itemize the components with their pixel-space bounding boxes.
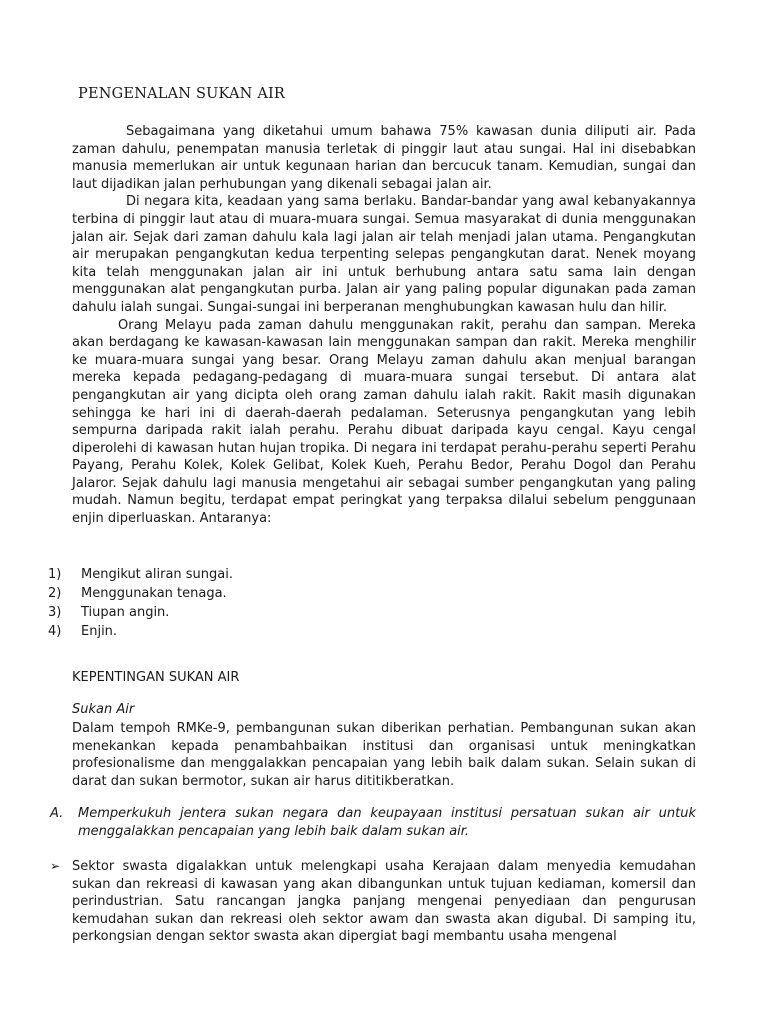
section1-body bbox=[72, 123, 696, 528]
list-number: 1) bbox=[48, 567, 62, 582]
point-letter: A. bbox=[50, 806, 64, 821]
paragraph-intro: Sebagaimana yang diketahui umum bahawa 75% kawasan dunia diliputi air. Pada zaman dahulu, penempatan manusia terletak di pinggir laut atau sungai. Hal ini disebabkan manusia memerlukan air untuk kegunaan harian dan bercucuk tanam. Kemudian, sungai dan laut dijadikan jalan perhubungan yang dikenali sebagai jalan air. bbox=[72, 124, 696, 192]
subheading-sukan-air: Sukan Air bbox=[72, 702, 135, 717]
list-text: Tiupan angin. bbox=[81, 605, 170, 620]
paragraph-negara: Di negara kita, keadaan yang sama berlaku. Bandar-bandar yang awal kebanyakannya terbina di pinggir laut atau di muara-muara sungai. Semua masyarakat di dunia menggunakan jalan air. Sejak dari zaman dahulu kala lagi jalan air telah menjadi jalan utama. Pengangkutan air merupakan pengangkutan kedua terpenting selepas pengangkutan darat. Nenek moyang kita telah menggunakan jalan air ini untuk berhubung antara satu sama lain dengan menggunakan alat pengangkutan purba. Jalan air yang paling popular digunakan pada zaman dahulu ialah sungai. Sungai-sungai ini berperanan menghubungkan kawasan hulu dan hilir. bbox=[72, 194, 696, 315]
list-number: 3) bbox=[48, 605, 62, 620]
paragraph-rmke9: Dalam tempoh RMKe-9, pembangunan sukan diberikan perhatian. Pembangunan sukan akan menekankan kepada penambahbaikan institusi dan organisasi untuk meningkatkan profesionalisme dan menggalakkan pencapaian yang lebih baik dalam sukan. Selain sukan di darat dan sukan bermotor, sukan air harus dititikberatkan. bbox=[72, 721, 696, 789]
paragraph-orang-melayu: Orang Melayu pada zaman dahulu menggunakan rakit, perahu dan sampan. Mereka akan berdagang ke kawasan-kawasan lain menggunakan sampan dan rakit. Mereka menghilir ke muara-muara sungai yang besar. Orang Melayu zaman dahulu akan menjual barangan mereka kepada pedagang-pedagang di muara-muara sungai tersebut. Di antara alat pengangkutan air yang dicipta oleh orang zaman dahulu ialah rakit. Rakit masih digunakan sehingga ke hari ini di daerah-daerah pedalaman. Seterusnya pengangkutan yang lebih sempurna daripada rakit ialah perahu. Perahu dibuat daripada kayu cengal. Kayu cengal diperolehi di kawasan hutan hujan tropika. Di negara ini terdapat perahu-perahu seperti Perahu Payang, Perahu Kolek, Kolek Gelibat, Kolek Kueh, Perahu Bedor, Perahu Dogol dan Perahu Jalaror. Sejak dahulu lagi manusia mengetahui air sebagai sumber pengangkutan yang paling mudah. Namun begitu, terdapat empat peringkat yang terpaksa dilalui sebelum penggunaan enjin diperluaskan. Antaranya: bbox=[72, 317, 696, 527]
stages-list bbox=[48, 565, 233, 641]
section2-body bbox=[72, 720, 696, 790]
point-a bbox=[50, 805, 696, 840]
bullet-sektor-swasta bbox=[50, 858, 696, 946]
bullet-text: Sektor swasta digalakkan untuk melengkapi usaha Kerajaan dalam menyedia kemudahan sukan dan rekreasi di kawasan yang akan dibangunkan untuk tujuan kediaman, komersil dan perindustrian. Satu rancangan jangka panjang mengenai penyediaan dan pengurusan kemudahan sukan dan rekreasi oleh sektor awam dan swasta akan digubal. Di samping itu, perkongsian dengan sektor swasta akan dipergiat bagi membantu usaha mengenal bbox=[72, 859, 696, 945]
list-number: 2) bbox=[48, 586, 62, 601]
list-text: Menggunakan tenaga. bbox=[81, 586, 227, 601]
point-a-text: Memperkukuh jentera sukan negara dan keupayaan institusi persatuan sukan air untuk menggalakkan pencapaian yang lebih baik dalam sukan air. bbox=[78, 806, 696, 839]
list-number: 4) bbox=[48, 624, 62, 639]
list-item bbox=[48, 622, 233, 641]
section-heading-kepentingan: KEPENTINGAN SUKAN AIR bbox=[72, 670, 240, 685]
list-item bbox=[48, 565, 233, 584]
list-item bbox=[48, 603, 233, 622]
list-item bbox=[48, 584, 233, 603]
list-text: Enjin. bbox=[81, 624, 118, 639]
section-heading-pengenalan: PENGENALAN SUKAN AIR bbox=[78, 86, 286, 102]
list-text: Mengikut aliran sungai. bbox=[81, 567, 234, 582]
arrow-bullet-icon: ➢ bbox=[50, 859, 61, 873]
